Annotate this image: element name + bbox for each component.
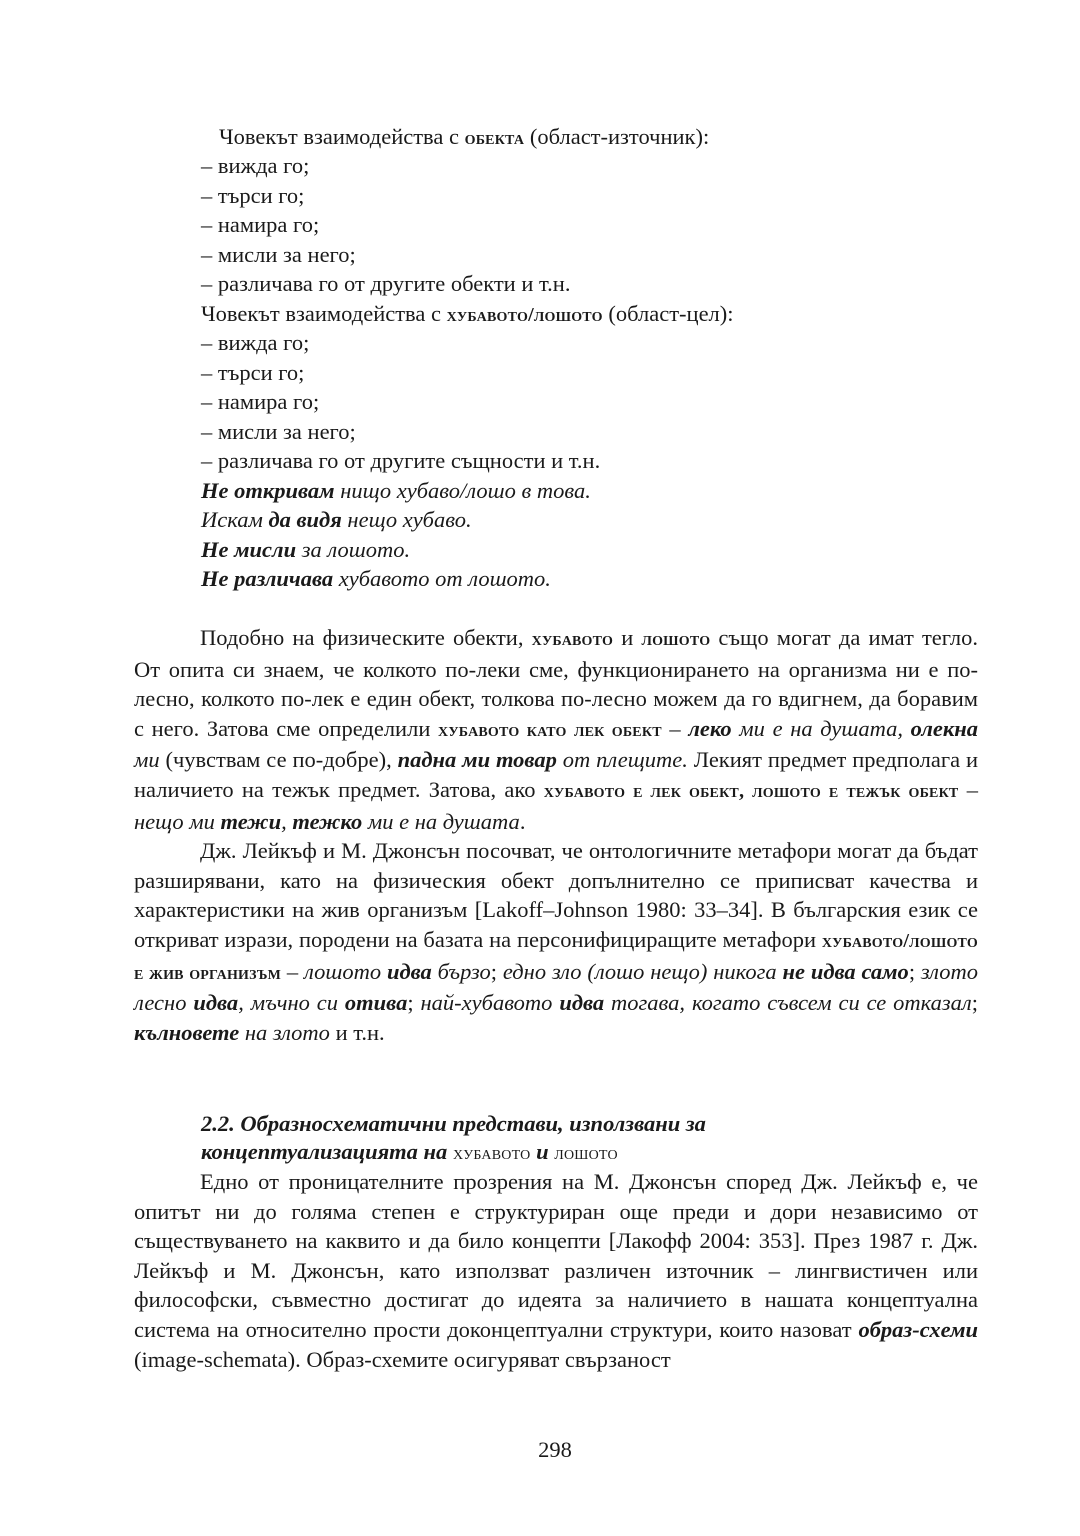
source-item: – търси го; — [201, 183, 305, 208]
example-line: Искам да видя нещо хубаво. — [201, 507, 472, 532]
source-item: – намира го; — [201, 212, 320, 237]
target-item: – мисли за него; — [201, 419, 356, 444]
example-line: Не мисли за лошото. — [201, 537, 411, 562]
target-item: – намира го; — [201, 389, 320, 414]
example-line: Не различава хубавото от лошото. — [201, 566, 551, 591]
paragraph-weight: Подобно на физическите обекти, хубавото и лошото също могат да имат тегло. От опита си знаем, че колкото по-леки сме, функционирането на организма ни е по-лесно, колкото по-лек е един обект, толкова по-лесно можем да го вдигнем, да боравим с него. Затова сме определили хубавото като лек обект – леко ми е на душата, олекна ми (чувствам се по-добре), падна ми товар от плещите. Лекият предмет предполага и наличието на тежък предмет. Затова, ако хубавото е лек обект, лошото е тежък обект – нещо ми тежи, тежко ми е на душата. — [134, 625, 979, 834]
target-item: – различава го от другите същности и т.н. — [201, 448, 601, 473]
source-item: – вижда го; — [201, 153, 310, 178]
section-heading-line: концептуализацията на хубавото и лошото — [201, 1139, 618, 1164]
paragraph-image-schemata: Едно от проницателните прозрения на М. Джонсън според Дж. Лейкъф е, че опитът ни до голяма степен е структуриран още преди и дори независимо от съществуването на каквито и да било концепти [Лакофф 2004: 353]. През 1987 г. Дж. Лейкъф и М. Джонсън, като използват различен източник – лингвистичен или философски, съвместно достигат до идеята за наличието в нашата концептуална система на относително прости доконцептуални структури, които назоват образ-схеми (image-schemata). Образ-схемите осигуряват свързаност — [134, 1169, 978, 1372]
source-item: – различава го от другите обекти и т.н. — [201, 271, 571, 296]
body-text-block — [134, 623, 978, 1047]
body-text-block — [134, 1167, 978, 1374]
intro-target-line: Човекът взаимодейства с хубавото/лошото (област-цел): — [201, 301, 734, 326]
paragraph-personification: Дж. Лейкъф и М. Джонсън посочват, че онтологичните метафори могат да бъдат разширявани, като на физическия обект допълнително се приписват качества и характеристики на жив организъм [Lakoff–Johnson 1980: 33–34]. В българския език се откриват изрази, породени на базата на персонифициращите метафори хубавото/лошото е жив организъм – лошото идва бързо; едно зло (лошо нещо) никога не идва само; злото лесно идва, мъчно си отива; най-хубавото идва тогава, когато съвсем си се отказал; кълновете на злото и т.н. — [134, 838, 978, 1045]
section-heading — [201, 1110, 981, 1167]
example-line: Не откривам нищо хубаво/лошо в това. — [201, 478, 591, 503]
target-item: – вижда го; — [201, 330, 310, 355]
page-number: 298 — [538, 1437, 572, 1462]
intro-source-line: Човекът взаимодейства с обекта (област-източник): — [219, 124, 710, 149]
target-item: – търси го; — [201, 360, 305, 385]
source-item: – мисли за него; — [201, 242, 356, 267]
section-heading-line: 2.2. Образносхематични представи, използвани за — [201, 1111, 706, 1136]
